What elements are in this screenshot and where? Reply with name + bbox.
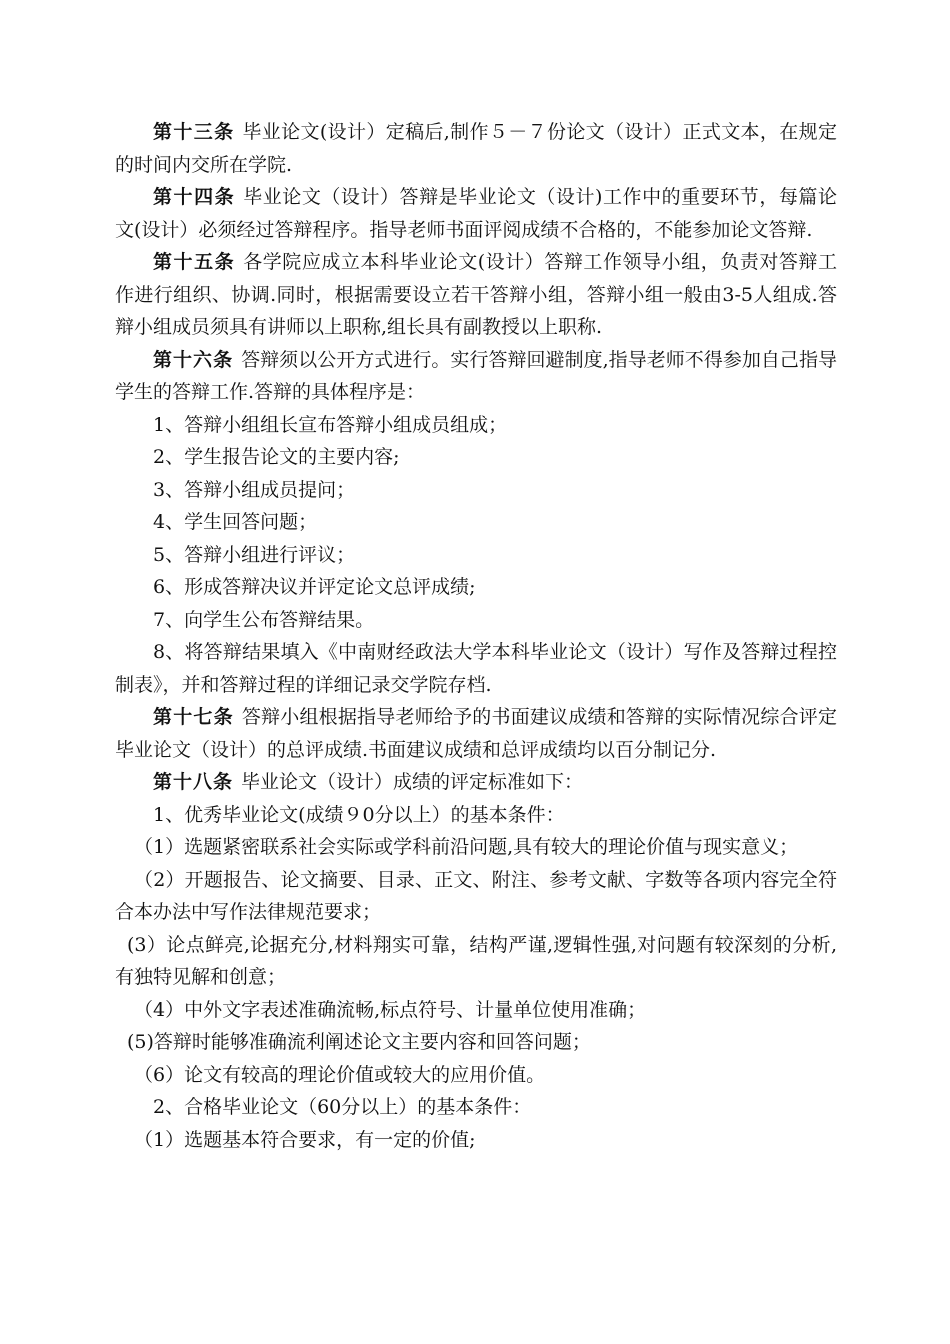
article-text: 毕业论文（设计）成绩的评定标准如下： <box>241 771 584 793</box>
excellent-criterion: (3）论点鲜亮,论据充分,材料翔实可靠，结构严谨,逻辑性强,对问题有较深刻的分析,有独特见解和创意； <box>115 933 837 988</box>
article-text: 毕业论文(设计）定稿后,制作５－７份论文（设计）正式文本，在规定的时间内交所在学院. <box>115 121 837 176</box>
article-13 <box>115 116 837 181</box>
article-number: 第十三条 <box>153 121 235 143</box>
procedure-step: 8、将答辩结果填入《中南财经政法大学本科毕业论文（设计）写作及答辩过程控制表》，并和答辩过程的详细记录交学院存档. <box>115 641 837 696</box>
article-number: 第十五条 <box>153 251 236 273</box>
article-text: 毕业论文（设计）答辩是毕业论文（设计)工作中的重要环节，每篇论文(设计）必须经过答辩程序。指导老师书面评阅成绩不合格的，不能参加论文答辩. <box>115 186 837 241</box>
procedure-step: 3、答辩小组成员提问； <box>153 478 356 501</box>
article-text: 答辩小组根据指导老师给予的书面建议成绩和答辩的实际情况综合评定毕业论文（设计）的总评成绩.书面建议成绩和总评成绩均以百分制记分. <box>115 706 837 761</box>
procedure-step: 4、学生回答问题； <box>153 511 318 533</box>
procedure-step: 1、答辩小组组长宣布答辩小组成员组成； <box>153 413 508 436</box>
excellent-criterion: (5)答辩时能够准确流利阐述论文主要内容和回答问题； <box>127 1031 591 1053</box>
article-17 <box>115 701 837 766</box>
article-16 <box>115 344 837 409</box>
procedure-step: 6、形成答辩决议并评定论文总评成绩; <box>153 576 476 598</box>
excellent-heading: 1、优秀毕业论文(成绩９0分以上）的基本条件： <box>153 803 565 826</box>
procedure-step: 7、向学生公布答辩结果。 <box>153 608 375 631</box>
procedure-step: 5、答辩小组进行评议； <box>153 543 356 566</box>
article-number: 第十四条 <box>153 186 236 208</box>
article-text: 各学院应成立本科毕业论文(设计）答辩工作领导小组，负责对答辩工作进行组织、协调.同时，根据需要设立若干答辩小组，答辩小组一般由3-5人组成.答辩小组成员须具有讲师以上职称,组长具有副教授以上职称. <box>115 251 837 338</box>
qualified-criterion: （1）选题基本符合要求，有一定的价值; <box>134 1128 476 1151</box>
excellent-criterion: （2）开题报告、论文摘要、目录、正文、附注、参考文献、字数等各项内容完全符合本办法中写作法律规范要求； <box>115 868 837 923</box>
document-body <box>115 116 837 1156</box>
excellent-criterion: （1）选题紧密联系社会实际或学科前沿问题,具有较大的理论价值与现实意义； <box>134 836 799 858</box>
article-15 <box>115 246 837 344</box>
article-number: 第十八条 <box>153 771 234 793</box>
article-number: 第十六条 <box>153 348 234 371</box>
article-18 <box>115 766 837 799</box>
excellent-criterion: （4）中外文字表述准确流畅,标点符号、计量单位使用准确； <box>134 998 647 1021</box>
article-14 <box>115 181 837 246</box>
qualified-heading: 2、合格毕业论文（60分以上）的基本条件： <box>153 1096 532 1118</box>
procedure-step: 2、学生报告论文的主要内容; <box>153 446 400 468</box>
excellent-criterion: （6）论文有较高的理论价值或较大的应用价值。 <box>134 1063 546 1086</box>
article-text: 答辩须以公开方式进行。实行答辩回避制度,指导老师不得参加自己指导学生的答辩工作.答辩的具体程序是： <box>115 348 837 403</box>
article-number: 第十七条 <box>153 706 234 728</box>
